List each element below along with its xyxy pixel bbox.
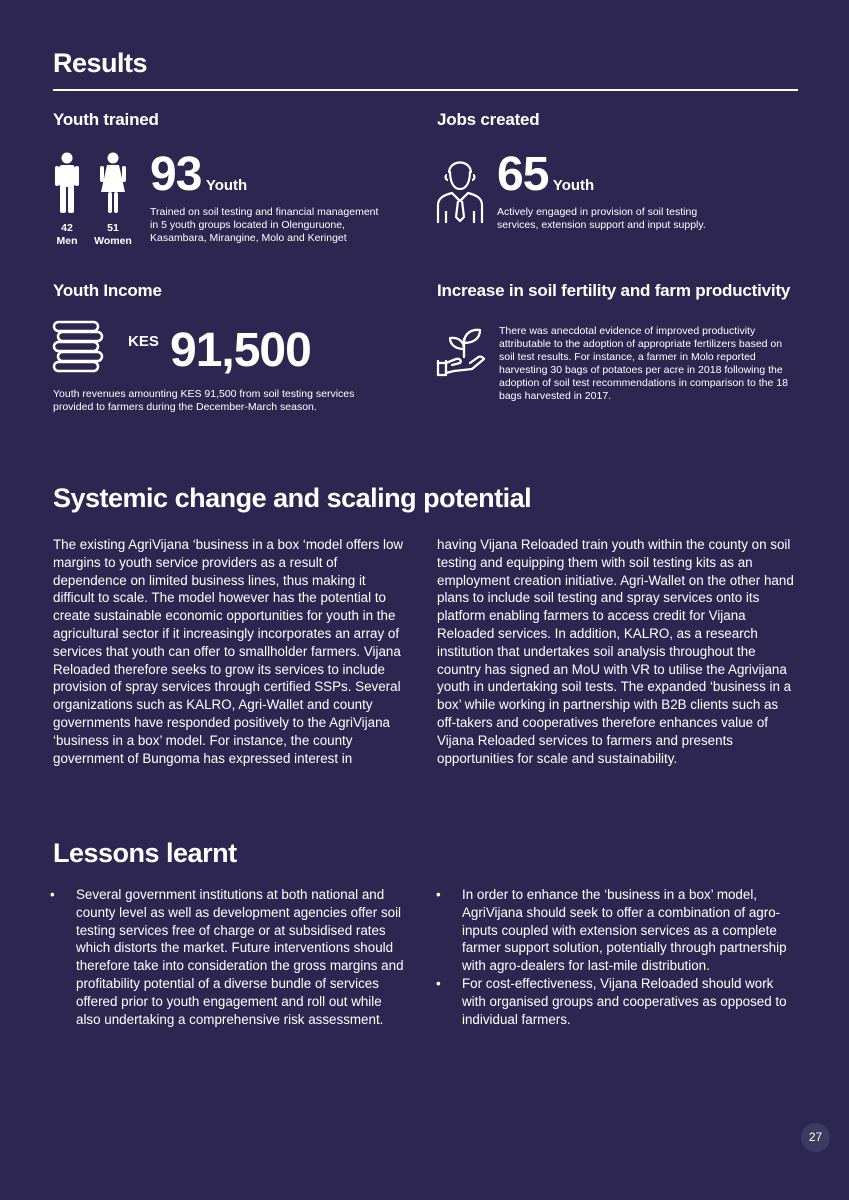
employee-icon [436,153,484,225]
seedling-hand-icon [436,325,486,377]
jobs-created-heading: Jobs created [437,110,540,129]
lessons-title: Lessons learnt [53,838,237,868]
men-label: Men [56,235,78,247]
youth-income-description: Youth revenues amounting KES 91,500 from soil testing services provided to farmers during the December-March season. [53,388,355,413]
systemic-paragraph-right: having Vijana Reloaded train youth within the county on soil testing and equipping them with soil testing kits as an employment creation initiative. Agri-Wallet on the other hand plans to include soil testing and spray services onto its platform enabling farmers to access credit for Vijana Reloaded services. In addition, KALRO, as a research institution that undertakes soil analysis throughout the country has signed an MoU with VR to utilise the Agrivijana youth in undertaking soil tests. The expanded ‘business in a box’ while working in partnership with B2B clients such as off-takers and cooperatives therefore enhances value of Vijana Reloaded services to farmers and presents opportunities for scale and sustainability. [437,537,794,766]
youth-income-amount: 91,500 [170,324,311,377]
results-divider [53,89,798,91]
jobs-created-number: 65 [497,148,549,201]
list-item: • In order to enhance the ‘business in a box’ model, AgriVijana should seek to offer a combination of agro-inputs coupled with extension services as a complete farmer support solution, potentially through partnership with agro-dealers for last-mile distribution. [436,886,796,975]
currency-label: KES [128,333,159,350]
youth-income-heading: Youth Income [53,281,162,300]
lessons-list-left [50,886,406,1028]
men-count: 42 [61,222,73,234]
lessons-list-right [436,886,796,1028]
woman-icon [100,152,126,214]
jobs-created-description: Actively engaged in provision of soil testing services, extension support and input supply. [497,206,706,231]
list-item: • Several government institutions at both national and county level as well as development agencies offer soil testing services free of charge or at subsidised rates which distorts the market. Future interventions should therefore take into consideration the gross margins and profitability potential of a diverse bundle of services offered prior to youth engagement and roll out while also undertaking a comprehensive risk assessment. [50,886,406,1028]
systemic-title: Systemic change and scaling potential [53,483,532,513]
women-label: Women [94,235,132,247]
page-number: 27 [801,1123,830,1152]
soil-fertility-description: There was anecdotal evidence of improved productivity attributable to the adoption of appropriate fertilizers based on soil test results. For instance, a farmer in Molo reported harvesting 30 bags of potatoes per acre in 2018 following the adoption of soil test recommendations in comparison to the 18 bags harvested in 2017. [499,325,788,402]
youth-trained-number: 93 [150,148,202,201]
youth-trained-description: Trained on soil testing and financial management in 5 youth groups located in Olenguruone, Kasambara, Mirangine, Molo and Keringet [150,206,379,244]
man-icon [55,152,79,214]
list-item: • For cost-effectiveness, Vijana Reloaded should work with organised groups and cooperatives as opposed to individual farmers. [436,975,796,1028]
women-count: 51 [107,222,119,234]
coins-icon [52,318,104,376]
youth-trained-heading: Youth trained [53,110,159,129]
jobs-created-unit: Youth [552,177,595,194]
soil-fertility-heading: Increase in soil fertility and farm productivity [437,281,791,300]
results-title: Results [53,48,148,78]
systemic-paragraph-left: The existing AgriVijana ‘business in a box ‘model offers low margins to youth service providers as a result of dependence on limited business lines, thus making it difficult to scale. The model however has the potential to create sustainable economic opportunities for youth in the agricultural sector if it increasingly incorporates an array of services that youth can offer to smallholder farmers. Vijana Reloaded therefore seeks to grow its services to include provision of spray services through certified SSPs. Several organizations such as KALRO, Agri-Wallet and county governments have responded positively to the AgriVijana ‘business in a box’ model. For instance, the county government of Bungoma has expressed interest in [53,537,404,766]
youth-trained-unit: Youth [205,177,248,194]
